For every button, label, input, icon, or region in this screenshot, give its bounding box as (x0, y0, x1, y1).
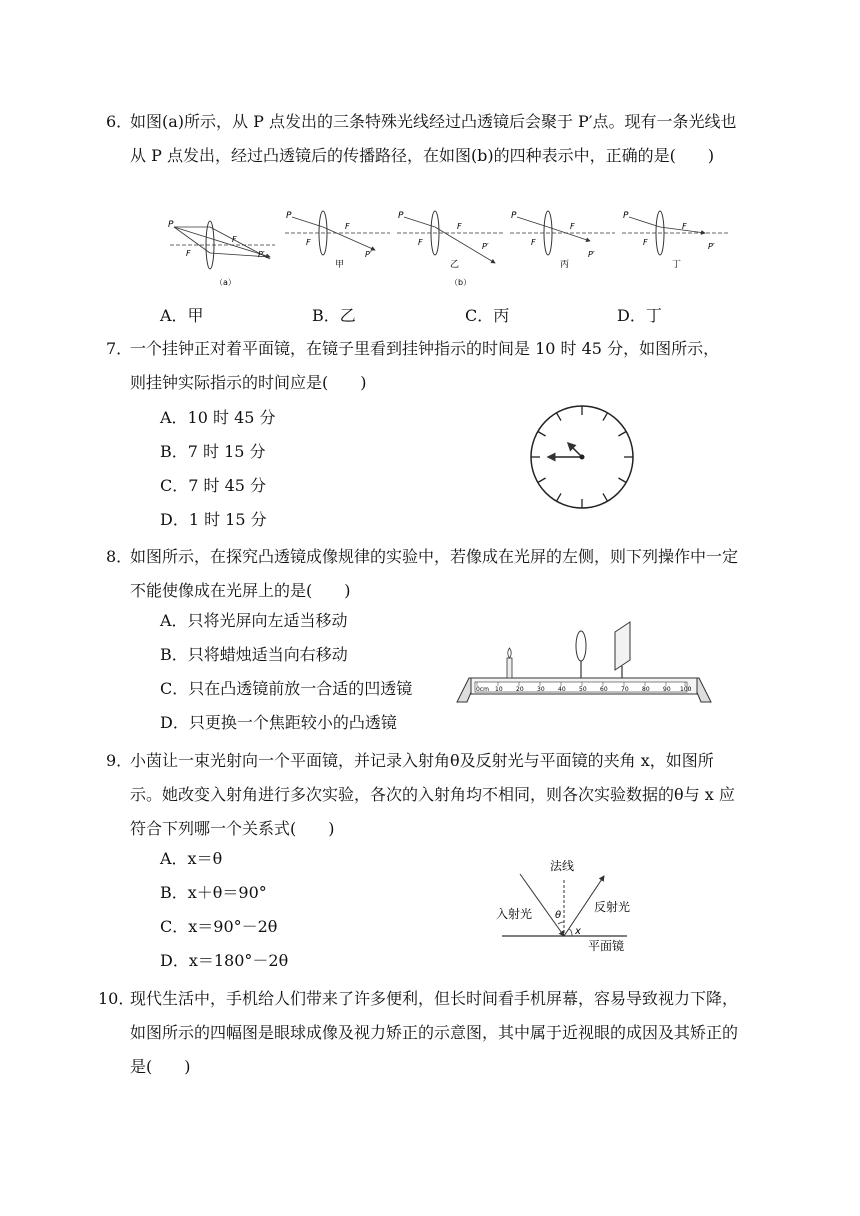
figure-bing-label: 丙 (560, 260, 570, 270)
option-c: C．x＝90°－2θ (160, 917, 278, 936)
option-d: D．只更换一个焦距较小的凸透镜 (160, 713, 397, 732)
candle (507, 648, 512, 678)
x-label: x (575, 926, 581, 937)
figure-jia-label: 甲 (335, 260, 345, 270)
option-b: B．只将蜡烛适当向右移动 (160, 645, 348, 664)
question-text: 现代生活中，手机给人们带来了许多便利，但长时间看手机屏幕，容易导致视力下降，如图所示的四幅图是眼球成像及视力矫正的示意图，其中属于近视眼的成因及其矫正的是( ) (130, 989, 739, 1076)
question-9 (106, 744, 740, 846)
label-f: F (682, 222, 687, 231)
ruler-label: 90 (663, 686, 671, 693)
ruler-label: 0cm (476, 686, 489, 693)
ruler-label: 20 (516, 686, 524, 693)
option-d: D．1 时 15 分 (160, 510, 267, 529)
question-8 (106, 540, 740, 608)
figure-ding (622, 211, 730, 270)
option-b: B．乙 (312, 306, 356, 325)
lens-figure (160, 205, 740, 295)
question-text: 如图(a)所示，从 P 点发出的三条特殊光线经过凸透镜后会聚于 P′点。现有一条光线也从 P 点发出，经过凸透镜后的传播路径，在如图(b)的四种表示中，正确的是( ) (130, 112, 737, 165)
label-f: F (570, 222, 575, 231)
label-p-prime: P′ (258, 250, 265, 259)
label-p-prime: P′ (365, 250, 372, 259)
label-f: F (531, 238, 536, 247)
incident-ray (520, 874, 564, 936)
label-f: F (186, 249, 191, 258)
label-f: F (345, 222, 350, 231)
label-f: F (418, 238, 423, 247)
question-text: 如图所示，在探究凸透镜成像规律的实验中，若像成在光屏的左侧，则下列操作中一定不能使像成在光屏上的是( ) (130, 547, 739, 600)
incident-label: 入射光 (496, 907, 533, 921)
option-a: A．x＝θ (160, 849, 223, 868)
label-p: P (286, 211, 292, 221)
option-a: A．只将光屏向左适当移动 (160, 611, 348, 630)
label-f: F (232, 235, 237, 244)
label-f: F (643, 238, 648, 247)
question-10 (98, 982, 740, 1084)
question-number: 7． (106, 339, 133, 358)
option-a: A．10 时 45 分 (160, 408, 276, 427)
optical-bench-figure (455, 620, 713, 706)
label-f: F (457, 222, 462, 231)
question-7 (106, 332, 740, 400)
figure-yi (397, 211, 505, 287)
light-screen (615, 622, 630, 678)
ruler-label: 50 (579, 686, 587, 693)
question-number: 9． (106, 751, 133, 770)
option-b: B．x＋θ＝90° (160, 883, 267, 902)
option-b: B．7 时 15 分 (160, 442, 266, 461)
ruler-label: 40 (558, 686, 566, 693)
question-number: 8． (106, 547, 133, 566)
mirror-label: 平面镜 (588, 939, 625, 953)
option-d: D．x＝180°－2θ (160, 951, 289, 970)
label-p: P (168, 220, 174, 230)
question-number: 6． (106, 112, 133, 131)
ruler-label: 100 (680, 686, 692, 693)
question-text: 小茵让一束光射向一个平面镜，并记录入射角θ及反射光与平面镜的夹角 x，如图所示。她改变入射角进行多次实验，各次的入射角均不相同，则各次实验数据的θ与 x 应符合下列哪一个关系式( ) (130, 751, 735, 838)
label-p: P (511, 211, 517, 221)
ruler-label: 70 (621, 686, 629, 693)
label-p: P (623, 211, 629, 221)
question-text: 一个挂钟正对着平面镜，在镜子里看到挂钟指示的时间是 10 时 45 分，如图所示，则挂钟实际指示的时间应是( ) (130, 339, 720, 392)
ruler-label: 60 (600, 686, 608, 693)
option-c: C．丙 (465, 306, 510, 325)
ruler-label: 10 (495, 686, 503, 693)
ruler-label: 30 (537, 686, 545, 693)
normal-label: 法线 (550, 859, 575, 873)
label-p: P (398, 211, 404, 221)
clock-figure (528, 403, 636, 511)
reflection-figure (492, 852, 652, 957)
figure-a-label: （a） (215, 278, 236, 287)
ruler-label: 80 (642, 686, 650, 693)
label-f: F (306, 238, 311, 247)
theta-label: θ (555, 910, 562, 921)
question-number: 10． (98, 989, 135, 1008)
label-p-prime: P′ (588, 250, 595, 259)
question-6 (106, 105, 740, 173)
option-c: C．只在凸透镜前放一合适的凹透镜 (160, 679, 413, 698)
figure-b-label: （b） (450, 278, 472, 287)
figure-a (168, 220, 275, 287)
figure-bing (510, 211, 615, 270)
option-a: A．甲 (160, 306, 204, 325)
label-p-prime: P′ (482, 242, 489, 251)
convex-lens (576, 631, 586, 678)
option-d: D．丁 (617, 306, 662, 325)
figure-yi-label: 乙 (450, 260, 460, 270)
figure-jia (285, 211, 390, 270)
label-p-prime: P′ (708, 242, 715, 251)
option-c: C．7 时 45 分 (160, 476, 267, 495)
figure-ding-label: 丁 (672, 260, 682, 270)
reflected-label: 反射光 (594, 900, 631, 914)
